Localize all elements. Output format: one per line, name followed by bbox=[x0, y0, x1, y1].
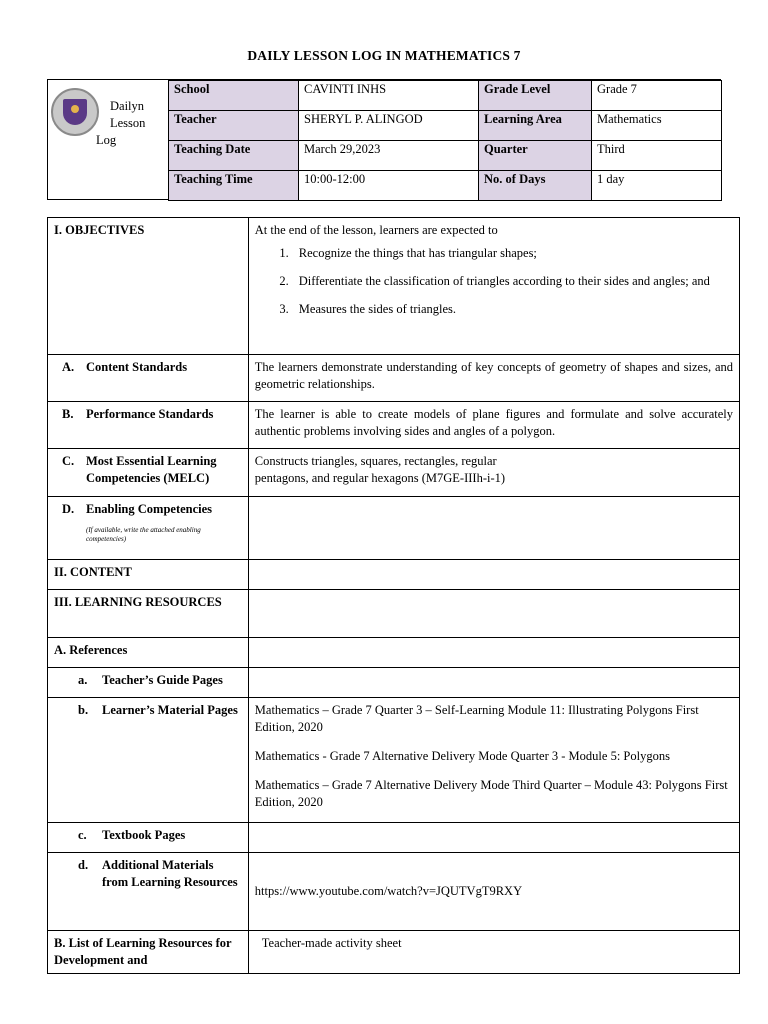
school-label: School bbox=[169, 81, 299, 111]
enabling-value bbox=[248, 497, 739, 560]
melc-label: C. Most Essential Learning Competencies (MELC) bbox=[48, 449, 249, 497]
performance-standards-text: The learner is able to create models of plane figures and formulate and solve accurately authentic problems involving sides and angles of a polygon. bbox=[248, 402, 739, 449]
quarter-value: Third bbox=[592, 141, 722, 171]
objectives-intro: At the end of the lesson, learners are expected to bbox=[254, 223, 498, 237]
reference-item: Mathematics - Grade 7 Alternative Delivery Mode Quarter 3 - Module 5: Polygons bbox=[254, 749, 670, 763]
content-row bbox=[48, 560, 740, 590]
header-row-teacher bbox=[169, 111, 722, 141]
list-resources-row bbox=[48, 931, 740, 974]
references-value bbox=[248, 638, 739, 668]
learning-area-label: Learning Area bbox=[479, 111, 592, 141]
performance-standards-row bbox=[48, 402, 740, 449]
textbook-row bbox=[48, 823, 740, 853]
content-value bbox=[248, 560, 739, 590]
learners-material-label: b. Learner’s Material Pages bbox=[48, 698, 249, 823]
header-row-time bbox=[169, 171, 722, 201]
page-title: DAILY LESSON LOG IN MATHEMATICS 7 bbox=[247, 48, 521, 63]
objectives-label: I. OBJECTIVES bbox=[48, 218, 249, 355]
enabling-row bbox=[48, 497, 740, 560]
school-value: CAVINTI INHS bbox=[299, 81, 479, 111]
days-label: No. of Days bbox=[479, 171, 592, 201]
grade-level-label: Grade Level bbox=[479, 81, 592, 111]
teachers-guide-value bbox=[248, 668, 739, 698]
objectives-cell bbox=[248, 218, 739, 355]
melc-row bbox=[48, 449, 740, 497]
additional-materials-row bbox=[48, 853, 740, 931]
list-item: 2. Differentiate the classification of triangles according to their sides and angles; and bbox=[279, 274, 710, 288]
additional-materials-link[interactable]: https://www.youtube.com/watch?v=JQUTVgT9RXY bbox=[248, 853, 739, 931]
learners-material-refs bbox=[248, 698, 739, 823]
additional-materials-label: d. Additional Materials from Learning Resources bbox=[48, 853, 249, 931]
performance-standards-label: B. Performance Standards bbox=[48, 402, 249, 449]
content-standards-label: A. Content Standards bbox=[48, 355, 249, 402]
learning-area-value: Mathematics bbox=[592, 111, 722, 141]
list-item: 3. Measures the sides of triangles. bbox=[279, 302, 457, 316]
textbook-value bbox=[248, 823, 739, 853]
reference-item: Mathematics – Grade 7 Alternative Delivery Mode Third Quarter – Module 43: Polygons First Edition, 2020 bbox=[254, 778, 728, 809]
learning-resources-value bbox=[248, 590, 739, 638]
list-resources-label: B. List of Learning Resources for Development and bbox=[48, 931, 249, 974]
learning-resources-label: III. LEARNING RESOURCES bbox=[48, 590, 249, 638]
list-item: 1. Recognize the things that has triangular shapes; bbox=[279, 246, 537, 260]
teacher-value: SHERYL P. ALINGOD bbox=[299, 111, 479, 141]
header-info-table bbox=[168, 80, 722, 201]
teaching-date-label: Teaching Date bbox=[169, 141, 299, 171]
teaching-time-value: 10:00-12:00 bbox=[299, 171, 479, 201]
teaching-date-value: March 29,2023 bbox=[299, 141, 479, 171]
objectives-row bbox=[48, 218, 740, 355]
textbook-label: c. Textbook Pages bbox=[48, 823, 249, 853]
days-value: 1 day bbox=[592, 171, 722, 201]
enabling-label: D. Enabling Competencies (If available, write the attached enabling competencies) bbox=[48, 497, 249, 560]
teacher-label: Teacher bbox=[169, 111, 299, 141]
learners-material-row bbox=[48, 698, 740, 823]
deped-seal-icon bbox=[51, 88, 99, 136]
dll-label: Dailyn Lesson Log bbox=[96, 99, 146, 147]
content-standards-row bbox=[48, 355, 740, 402]
content-standards-text: The learners demonstrate understanding of key concepts of geometry of shapes and sizes, and geometric relationships. bbox=[248, 355, 739, 402]
learning-resources-row bbox=[48, 590, 740, 638]
list-resources-text: Teacher-made activity sheet bbox=[248, 931, 739, 974]
teachers-guide-label: a. Teacher’s Guide Pages bbox=[48, 668, 249, 698]
teaching-time-label: Teaching Time bbox=[169, 171, 299, 201]
objectives-list bbox=[255, 245, 733, 318]
header-row-date bbox=[169, 141, 722, 171]
header-row-school bbox=[169, 81, 722, 111]
lesson-log-table bbox=[47, 217, 740, 974]
references-label: A. References bbox=[48, 638, 249, 668]
grade-level-value: Grade 7 bbox=[592, 81, 722, 111]
enabling-note: (If available, write the attached enabling competencies) bbox=[86, 526, 201, 543]
quarter-label: Quarter bbox=[479, 141, 592, 171]
teachers-guide-row bbox=[48, 668, 740, 698]
reference-item: Mathematics – Grade 7 Quarter 3 – Self-Learning Module 11: Illustrating Polygons First Edition, 2020 bbox=[254, 703, 699, 734]
references-row bbox=[48, 638, 740, 668]
content-label: II. CONTENT bbox=[48, 560, 249, 590]
melc-text: Constructs triangles, squares, rectangles, regular pentagons, and regular hexagons (M7GE-IIIh-i-1) bbox=[248, 449, 739, 497]
